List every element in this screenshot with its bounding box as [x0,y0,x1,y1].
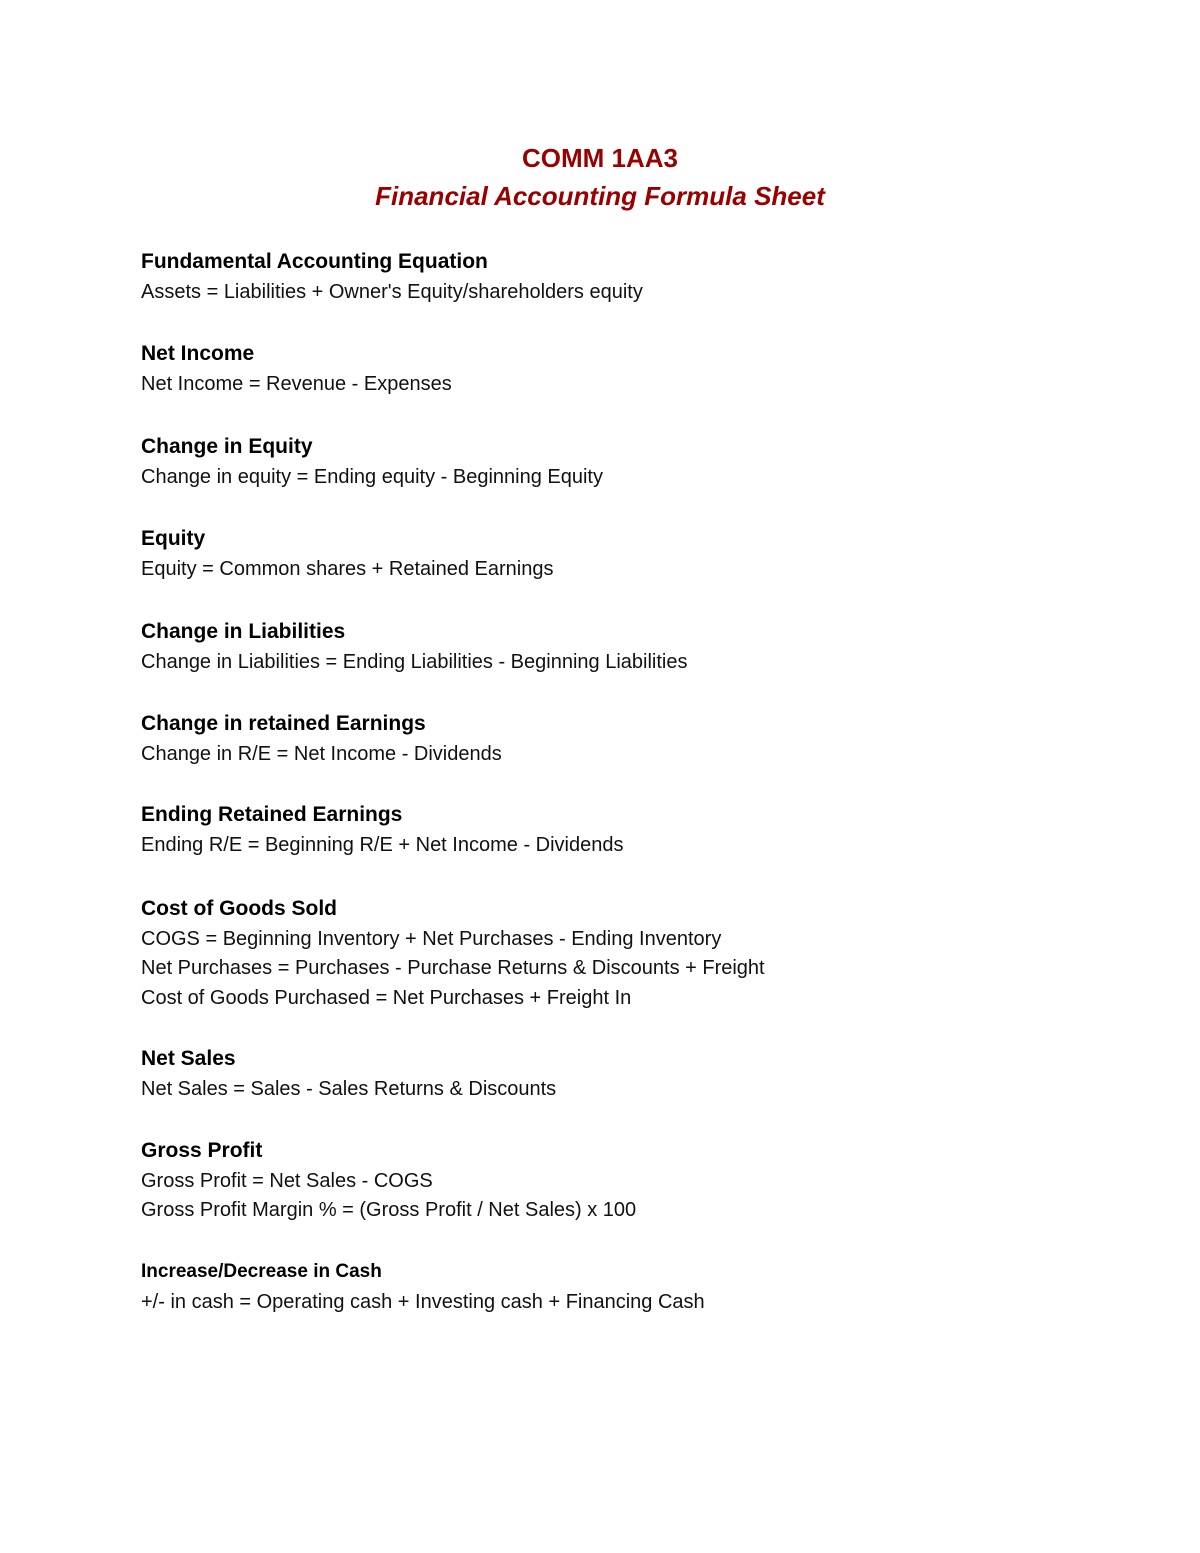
section-net-sales [141,1043,1141,1105]
section-heading: Change in Equity [141,435,313,458]
section-heading: Ending Retained Earnings [141,803,403,826]
section-heading: Net Income [141,341,255,365]
section-heading: Fundamental Accounting Equation [141,250,488,273]
formula-line: Cost of Goods Purchased = Net Purchases + Freight In [141,986,632,1009]
course-code: COMM 1AA3 [521,143,678,173]
section-ending-retained-earnings [141,799,1141,861]
formula-line: Change in R/E = Net Income - Dividends [141,742,502,765]
formula-line: Equity = Common shares + Retained Earnings [141,557,554,580]
formula-line: Net Income = Revenue - Expenses [141,372,452,395]
section-heading: Change in retained Earnings [141,711,426,735]
section-increase-decrease-in-cash [141,1256,1141,1318]
section-change-in-retained-earnings [141,708,1141,770]
formula-line: Gross Profit Margin % = (Gross Profit / Net Sales) x 100 [141,1199,637,1221]
section-heading: Gross Profit [141,1138,263,1162]
section-change-in-liabilities [141,616,1141,678]
formula-sections [141,246,1141,1317]
section-heading: Net Sales [141,1047,236,1070]
section-heading: Cost of Goods Sold [141,896,337,920]
section-heading: Change in Liabilities [141,620,346,643]
section-gross-profit [141,1135,1141,1226]
section-cost-of-goods-sold [141,893,1141,1014]
section-net-income [141,338,1141,400]
formula-line: Ending R/E = Beginning R/E + Net Income - Dividends [141,834,624,856]
formula-line: Net Purchases = Purchases - Purchase Returns & Discounts + Freight [141,957,765,979]
formula-line: Gross Profit = Net Sales - COGS [141,1169,433,1192]
section-change-in-equity [141,431,1141,493]
formula-line: COGS = Beginning Inventory + Net Purchases - Ending Inventory [141,927,722,950]
formula-line: Change in Liabilities = Ending Liabilities - Beginning Liabilities [141,651,688,673]
page-title: Financial Accounting Formula Sheet [375,181,825,211]
section-heading: Increase/Decrease in Cash [141,1260,382,1282]
title-block [0,140,1200,216]
section-fundamental-equation [141,246,1141,308]
formula-line: Assets = Liabilities + Owner's Equity/shareholders equity [141,281,643,303]
section-equity [141,523,1141,585]
formula-line: +/- in cash = Operating cash + Investing cash + Financing Cash [141,1290,705,1313]
section-heading: Equity [141,526,206,550]
formula-line: Net Sales = Sales - Sales Returns & Discounts [141,1078,557,1100]
formula-line: Change in equity = Ending equity - Beginning Equity [141,466,603,488]
